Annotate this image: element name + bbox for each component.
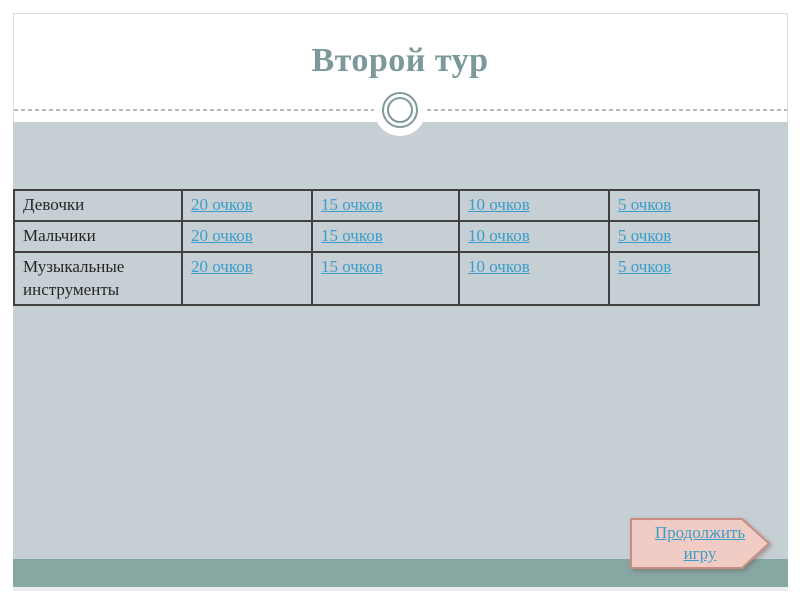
score-cell bbox=[609, 221, 759, 252]
score-cell bbox=[182, 190, 312, 221]
score-cell bbox=[312, 190, 459, 221]
score-cell bbox=[459, 190, 609, 221]
continue-game-button[interactable] bbox=[630, 518, 771, 569]
score-cell bbox=[459, 221, 609, 252]
score-link[interactable]: 10 очков bbox=[468, 257, 530, 276]
score-cell bbox=[182, 252, 312, 305]
slide-title: Второй тур bbox=[311, 42, 489, 79]
score-link[interactable]: 20 очков bbox=[191, 226, 253, 245]
score-link[interactable]: 15 очков bbox=[321, 226, 383, 245]
score-cell bbox=[609, 190, 759, 221]
score-link[interactable]: 10 очков bbox=[468, 226, 530, 245]
score-cell bbox=[459, 252, 609, 305]
table-row bbox=[14, 221, 759, 252]
table-row bbox=[14, 252, 759, 305]
score-cell bbox=[312, 221, 459, 252]
score-link[interactable]: 5 очков bbox=[618, 195, 672, 214]
continue-button-label bbox=[634, 522, 766, 564]
category-cell: Мальчики bbox=[14, 221, 182, 252]
score-link[interactable]: 10 очков bbox=[468, 195, 530, 214]
score-link[interactable]: 15 очков bbox=[321, 195, 383, 214]
slide-body-background bbox=[13, 122, 788, 559]
bottom-bar-highlight bbox=[13, 587, 788, 591]
score-cell bbox=[182, 221, 312, 252]
score-link[interactable]: 15 очков bbox=[321, 257, 383, 276]
circle-ornament bbox=[382, 92, 418, 128]
score-link[interactable]: 5 очков bbox=[618, 257, 672, 276]
score-link[interactable]: 20 очков bbox=[191, 195, 253, 214]
score-table bbox=[13, 189, 760, 306]
category-cell: Музыкальные инструменты bbox=[14, 252, 182, 305]
score-link[interactable]: 5 очков bbox=[618, 226, 672, 245]
category-cell: Девочки bbox=[14, 190, 182, 221]
score-link[interactable]: 20 очков bbox=[191, 257, 253, 276]
table-row bbox=[14, 190, 759, 221]
continue-link-line2[interactable]: игру bbox=[683, 544, 717, 563]
continue-link-line1[interactable]: Продолжить bbox=[654, 523, 746, 542]
score-cell bbox=[312, 252, 459, 305]
circle-ornament-inner bbox=[387, 97, 413, 123]
score-cell bbox=[609, 252, 759, 305]
